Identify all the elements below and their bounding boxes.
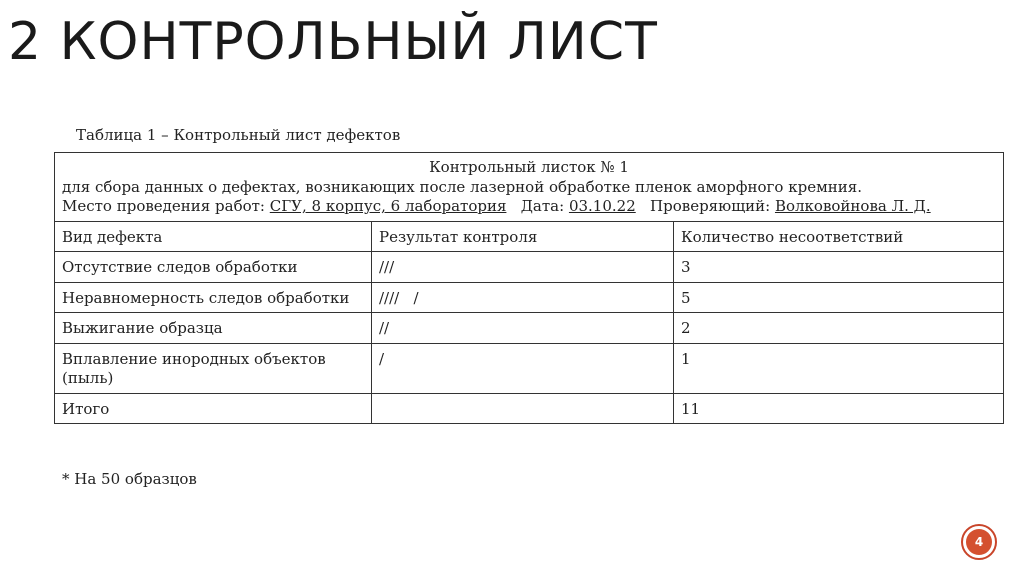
checklist-purpose: для сбора данных о дефектах, возникающих после лазерной обработке пленок аморфного кремния. <box>62 177 862 196</box>
total-tally-cell <box>372 393 674 424</box>
date-label: Дата: <box>520 197 569 215</box>
inspector-label: Проверяющий: <box>650 197 775 215</box>
column-header: Количество несоответствий <box>674 221 1004 252</box>
tally-cell: /// <box>372 252 674 283</box>
defect-checklist-table <box>54 152 1004 424</box>
checklist-heading: Контрольный листок № 1 <box>429 158 629 176</box>
date-value: 03.10.22 <box>568 197 636 215</box>
count-cell: 2 <box>674 313 1004 344</box>
table-row <box>55 313 1004 344</box>
column-header: Результат контроля <box>372 221 674 252</box>
table-row <box>55 282 1004 313</box>
tally-cell: // <box>372 313 674 344</box>
defect-type-cell: Вплавление инородных объектов (пыль) <box>55 343 372 393</box>
table-caption: Таблица 1 – Контрольный лист дефектов <box>76 126 401 144</box>
defect-type-cell: Неравномерность следов обработки <box>55 282 372 313</box>
page-number-badge <box>961 524 997 560</box>
tally-cell: / <box>372 343 674 393</box>
total-label-cell: Итого <box>55 393 372 424</box>
table-row <box>55 343 1004 393</box>
defect-type-cell: Отсутствие следов обработки <box>55 252 372 283</box>
place-value: СГУ, 8 корпус, 6 лаборатория <box>269 197 507 215</box>
column-header: Вид дефекта <box>55 221 372 252</box>
count-cell: 5 <box>674 282 1004 313</box>
checklist-meta <box>62 197 996 217</box>
table-row <box>55 252 1004 283</box>
checklist-header-row <box>55 153 1004 222</box>
checklist-header-cell <box>55 153 1004 222</box>
total-row <box>55 393 1004 424</box>
page-number: 4 <box>966 529 992 555</box>
inspector-value: Волковойнова Л. Д. <box>774 197 931 215</box>
total-count-cell: 11 <box>674 393 1004 424</box>
count-cell: 3 <box>674 252 1004 283</box>
tally-cell: //// / <box>372 282 674 313</box>
place-label: Место проведения работ: <box>62 197 270 215</box>
footnote: * На 50 образцов <box>62 470 197 488</box>
column-header-row <box>55 221 1004 252</box>
slide-title: 2 КОНТРОЛЬНЫЙ ЛИСТ <box>8 12 658 72</box>
count-cell: 1 <box>674 343 1004 393</box>
defect-type-cell: Выжигание образца <box>55 313 372 344</box>
